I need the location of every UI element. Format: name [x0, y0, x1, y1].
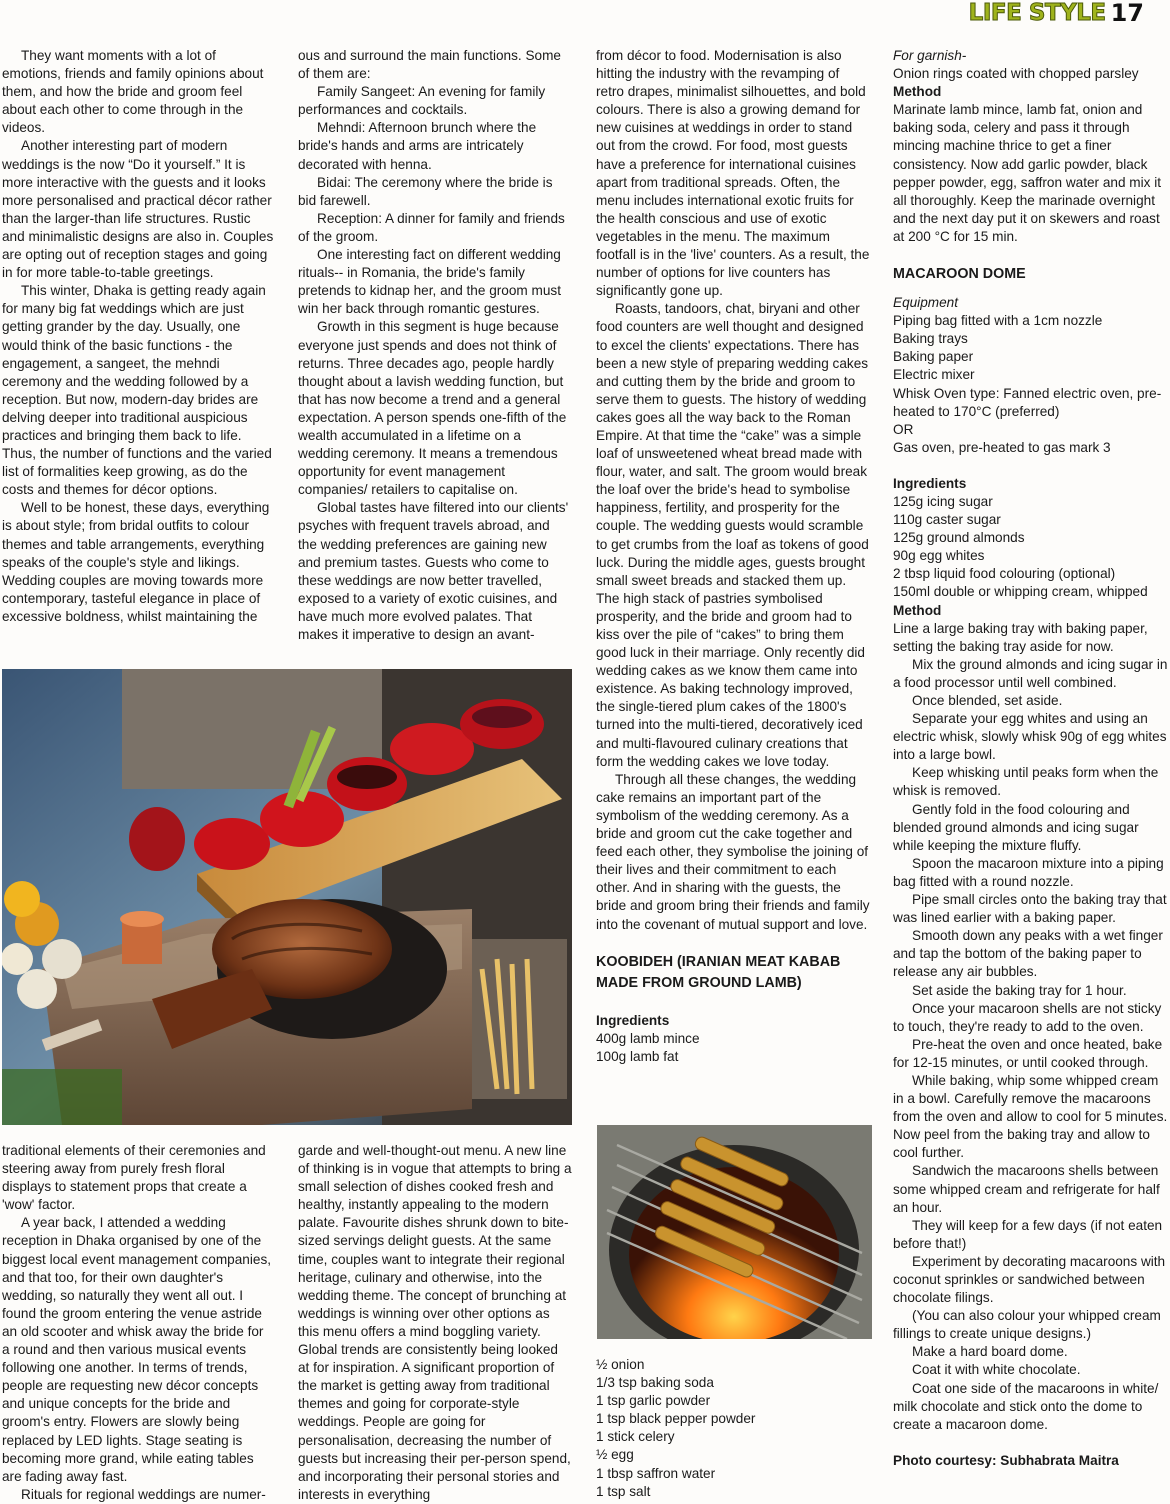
paragraph: Reception: A dinner for family and friends of the groom. [298, 210, 565, 244]
ingredient-item: 400g lamb mince [596, 1030, 700, 1046]
article-col2-bottom [298, 1142, 572, 1504]
paragraph: Well to be honest, these days, everything is about style; from bridal outfits to colour themes and table arrangements, everything speaks of the couple's style and likings. Wedding couples are moving towards more contemporary, tasteful elegance in place of excessive boldness, whilst maintaining the [2, 500, 270, 624]
method-step: Gently fold in the food colouring and blended ground almonds and icing sugar while keeping the mixture fluffy. [893, 801, 1139, 853]
method-step: Smooth down any peaks with a wet finger and tap the bottom of the baking paper to release any air bubbles. [893, 928, 1163, 980]
ingredient-item: ½ egg [596, 1447, 634, 1463]
ingredient-item: 2 tbsp liquid food colouring (optional) [893, 566, 1116, 582]
equipment-item: Baking trays [893, 331, 968, 347]
method-step: Coat one side of the macaroons in white/ milk chocolate and stick onto the dome to create a macaroon dome. [893, 1380, 1159, 1432]
garnish-label: For garnish- [893, 48, 967, 63]
equipment-item: Piping bag fitted with a 1cm nozzle [893, 313, 1103, 329]
ingredient-item: 100g lamb fat [596, 1048, 679, 1064]
method-step: Mix the ground almonds and icing sugar in a food processor until well combined. [893, 656, 1168, 690]
koobideh-ingredients-continued [596, 1356, 870, 1501]
article-col1-top [2, 47, 274, 626]
article-col1-bottom [2, 1142, 274, 1504]
method-text: Marinate lamb mince, lamb fat, onion and baking soda, celery and pass it through mincing machine thrice to get a finer consistency. Now add garlic powder, black pepper powder, egg, saffron water and mix it all thoroughly. Keep the marinade overnight and the next day put it on skewers and roast at 200 °C for 15 min. [893, 102, 1162, 244]
paragraph: This winter, Dhaka is getting ready again for many big fat weddings which are just getting grander by the day. Usually, one would think of the basic functions - the engagement, a sangeet, the mehndi ceremony and the wedding followed by a reception. But now, modern-day brides are delving deeper into traditional auspicious practices and bringing them back to life. Thus, the number of functions and the varied list of formalities keep growing, as do the costs and themes for décor options. [2, 283, 272, 498]
paragraph: Family Sangeet: An evening for family performances and cocktails. [298, 84, 546, 118]
section-title: LIFE STYLE [968, 0, 1106, 26]
equipment-label: Equipment [893, 295, 958, 311]
spacer [893, 285, 1168, 294]
paragraph: traditional elements of their ceremonies and steering away from purely fresh floral displays to statement props that create a 'wow' factor. [2, 1143, 266, 1213]
paragraph: Rituals for regional weddings are numer- [21, 1486, 266, 1502]
method-step: (You can also colour your whipped cream fillings to create unique designs.) [893, 1308, 1161, 1342]
method-step: Spoon the macaroon mixture into a piping bag fitted with a round nozzle. [893, 855, 1164, 889]
buffet-steak-photo [2, 669, 572, 1125]
ingredient-item: ½ onion [596, 1357, 645, 1372]
method-label: Method [893, 602, 942, 618]
equipment-item: Whisk Oven type: Fanned electric oven, pre-heated to 170°C (preferred) [893, 385, 1162, 419]
paragraph: Another interesting part of modern weddings is the now “Do it yourself.” It is more interactive with the guests and it looks more personalised and practical décor rather than the larger-than life structures. Rustic and minimalistic designs are also in. Couples are opting out of reception stages and going in for more table-to-table greetings. [2, 138, 274, 281]
ingredient-item: 125g ground almonds [893, 530, 1025, 546]
method-step: Experiment by decorating macaroons with coconut sprinkles or sandwiched between chocolate filings. [893, 1253, 1166, 1306]
paragraph: Roasts, tandoors, chat, biryani and other food counters are well thought and designed to excel the clients' expectations. There has been a new style of preparing wedding cakes and cutting them by the bride and groom to serve them to guests. The history of wedding cakes goes all the way back to the Roman Empire. At that time the “cake” was a simple loaf of unsweetened wheat bread made with flour, water, and salt. The groom would break the loaf over the bride's head to symbolise happiness, fertility, and prosperity for the couple. The wedding guests would scramble to get crumbs from the loaf as tokens of good luck. During the middle ages, guests brought small sweet breads and stacked them up. The high stack of pastries symbolised prosperity, and the bride and groom had to kiss over the pile of “cakes” to bring them good luck in their marriage. Only recently did wedding cakes as we know them came into existence. As baking technology improved, the single-tiered plum cakes of the 1800's turned into the multi-tiered, decoratively iced and multi-flavoured culinary creations that form the wedding cakes we love today. [596, 301, 869, 769]
method-step: While baking, whip some whipped cream in a bowl. Carefully remove the macaroons from the oven and allow to cool for 5 minutes. Now peel from the baking tray and allow to cool further. [893, 1072, 1168, 1161]
kabab-skewers-photo-art [597, 1125, 872, 1339]
page-header [968, 0, 1144, 27]
paragraph: garde and well-thought-out menu. A new line of thinking is in vogue that attempts to bring a small selection of dishes cooked fresh and healthy, instantly appealing to the modern palate. Favourite dishes shrunk down to bite-sized servings delight guests. At the same time, couples want to integrate their regional heritage, culinary and otherwise, into the wedding theme. The concept of brunching at weddings is winning over other options as this menu offers a mind boggling variety. Global trends are consistently being looked at for inspiration. A significant proportion of the market is getting away from traditional themes and going for corporate-style weddings. People are going for personalisation, decreasing the number of guests but increasing their per-person spend, and incorporating their personal stories and interests in everything [298, 1143, 572, 1502]
method-step: They will keep for a few days (if not eaten before that!) [893, 1217, 1163, 1251]
equipment-item: Baking paper [893, 349, 974, 365]
method-step: Separate your egg whites and using an electric whisk, slowly whisk 90g of egg whites into a large bowl. [893, 711, 1167, 763]
article-col3 [596, 47, 870, 1066]
ingredient-item: 125g icing sugar [893, 493, 993, 509]
method-step: Sandwich the macaroons shells between some whipped cream and refrigerate for half an hour. [893, 1163, 1160, 1215]
paragraph: from décor to food. Modernisation is also hitting the industry with the revamping of retro drapes, minimalist silhouettes, and bold colours. There is also a growing demand for new cuisines at weddings in order to stand out from the crowd. For food, most guests have a preference for international cuisines apart from traditional spreads. Often, the menu includes international exotic fruits for the health conscious and use of exotic vegetables in the menu. The maximum footfall is in the 'live' counters. As a result, the number of options for live counters has significantly gone up. [596, 48, 870, 299]
method-step: Once blended, set aside. [912, 693, 1063, 708]
ingredients-label: Ingredients [893, 475, 967, 491]
spacer [893, 1434, 1168, 1452]
ingredient-item: 90g egg whites [893, 548, 985, 564]
paragraph: Through all these changes, the wedding cake remains an important part of the symbolism of the wedding ceremony. As a bride and groom cut the cake together and feed each other, they symbolise the joining of their lives and their commitment to each other. And in sharing with the guests, the bride and groom bring their friends and family into the covenant of mutual support and love. [596, 771, 870, 932]
paragraph: Bidai: The ceremony where the bride is bid farewell. [298, 174, 553, 208]
paragraph: Growth in this segment is huge because everyone just spends and does not think of returns. Three decades ago, people hardly thought about a lavish wedding function, but that has now become a trend and a general expectation. A person spends one-fifth of the wealth accumulated in a lifetime on a wedding ceremony. It means a tremendous opportunity for event management companies/ retailers to capitalise on. [298, 319, 567, 498]
method-step: Line a large baking tray with baking paper, setting the baking tray aside for now. [893, 620, 1148, 654]
ingredient-item: 1 tsp garlic powder [596, 1393, 711, 1409]
paragraph: Mehndi: Afternoon brunch where the bride's hands and arms are intricately decorated with henna. [298, 120, 537, 172]
ingredient-item: 1 tsp black pepper powder [596, 1411, 756, 1427]
equipment-item: Electric mixer [893, 367, 975, 383]
recipe-title-koobideh: KOOBIDEH (IRANIAN MEAT KABAB MADE FROM GROUND LAMB) [596, 953, 841, 991]
spacer [596, 934, 870, 952]
spacer [893, 246, 1168, 264]
method-step: Coat it with white chocolate. [912, 1362, 1081, 1378]
photo-credit: Photo courtesy: Subhabrata Maitra [893, 1452, 1119, 1468]
buffet-steak-photo-art [2, 669, 572, 1125]
method-step: Pre-heat the oven and once heated, bake for 12-15 minutes, or until cooked through. [893, 1036, 1163, 1070]
kabab-skewers-photo [597, 1125, 872, 1339]
ingredient-item: 1 stick celery [596, 1429, 675, 1445]
method-step: Make a hard board dome. [912, 1344, 1068, 1360]
equipment-item: OR [893, 421, 914, 437]
ingredient-item: 1 tsp salt [596, 1483, 651, 1499]
recipes-col4 [893, 47, 1168, 1470]
ingredient-item: 1/3 tsp baking soda [596, 1375, 714, 1391]
article-col2-top [298, 47, 572, 644]
ingredient-item: 150ml double or whipping cream, whipped [893, 584, 1148, 600]
ingredient-item: 1 tbsp saffron water [596, 1465, 716, 1481]
method-step: Pipe small circles onto the baking tray that was lined earlier with a baking paper. [893, 892, 1167, 926]
method-label: Method [893, 84, 942, 100]
spacer [596, 994, 870, 1012]
recipe-title-macaroon: MACAROON DOME [893, 266, 1026, 283]
method-step: Once your macaroon shells are not sticky to touch, they're ready to add to the oven. [893, 1000, 1162, 1034]
paragraph: ous and surround the main functions. Some of them are: [298, 48, 561, 82]
ingredients-label: Ingredients [596, 1012, 670, 1028]
equipment-item: Gas oven, pre-heated to gas mark 3 [893, 439, 1111, 455]
method-step: Set aside the baking tray for 1 hour. [912, 982, 1127, 998]
method-step: Keep whisking until peaks form when the whisk is removed. [893, 765, 1159, 799]
ingredient-item: 110g caster sugar [893, 512, 1001, 528]
page-number: 17 [1110, 0, 1144, 27]
garnish-text: Onion rings coated with chopped parsley [893, 66, 1139, 82]
paragraph: They want moments with a lot of emotions, friends and family opinions about them, and how the bride and groom feel about each other to come through in the videos. [2, 48, 264, 136]
spacer [893, 457, 1168, 475]
paragraph: Global tastes have filtered into our clients' psyches with frequent travels abroad, and the wedding preferences are gaining new and premium tastes. Guests who come to these weddings are now better travelled, exposed to a variety of exotic cuisines, and have much more evolved palates. That makes it imperative to design an avant- [298, 500, 569, 642]
paragraph: A year back, I attended a wedding reception in Dhaka organised by one of the biggest local event management companies, and that too, for their own daughter's wedding, so naturally they went all out. I found the groom entering the venue astride an old scooter and whisk away the bride for a round and then various musical events following one another. In terms of trends, people are requesting new décor concepts and unique concepts for the bride and groom's entry. Flowers are slowly being replaced by LED lights. Stage seating is becoming more grand, while eating tables are fading away fast. [2, 1215, 272, 1484]
paragraph: One interesting fact on different wedding rituals-- in Romania, the bride's family pretends to kidnap her, and the groom must win her back through romantic gestures. [298, 247, 561, 317]
